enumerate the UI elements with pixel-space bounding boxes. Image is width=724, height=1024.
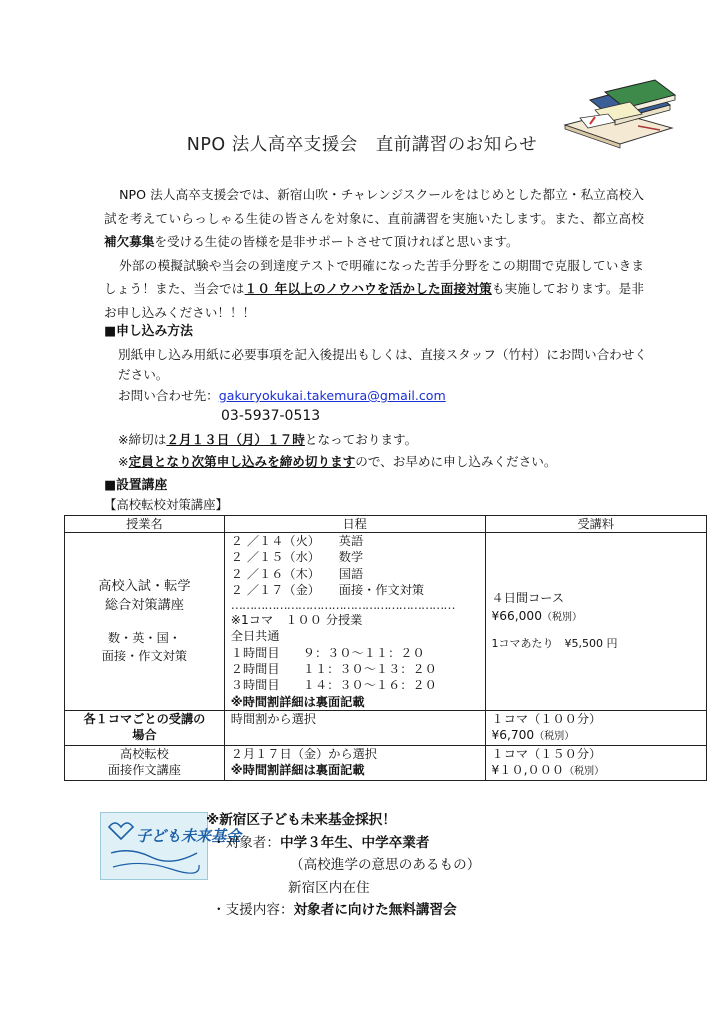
common-label: 全日共通 [230,629,280,644]
table-row [65,745,707,780]
date-item: ２ ／１６（木） 国語 [230,566,364,581]
fee-cell: １コマ（１５０分） ¥１０,０００（税別） [485,745,706,780]
courses-subheading: 【高校転校対策講座】 [104,497,228,512]
date-item: ２ ／１４（火） 英語 [230,534,364,548]
capacity-note: ※定員となり次第申し込みを締め切りますので、お早めに申し込みください。 [118,454,557,469]
column-header-course: 授業名 [65,516,225,533]
table-row [65,710,707,745]
courses-heading: ■設置講座 [104,478,168,493]
fee-cell [485,533,706,711]
apply-heading: ■申し込み方法 [104,324,193,339]
future-fund-logo-icon [101,813,242,879]
apply-instructions: 別紙申し込み用紙に必要事項を記入後提出もしくは、直接スタッフ（竹村）にお問い合わせください。 [118,347,647,382]
intro-paragraph-2: 外部の模擬試験や当会の到達度テストで明確になった苦手分野をこの期間で克服していきましょう！また、当会では１０ 年以上のノウハウを活かした面接対策も実施しております。是非お申し込みください！！！ [104,257,645,320]
column-header-schedule: 日程 [224,516,485,533]
dotted-separator: …………………………………………………… [230,598,455,613]
period-item: ２時間目 １１：３０～１３：２０ [230,662,437,677]
contact-line [118,386,446,406]
course-name-cell: 高校入試・転学 総合対策講座 数・英・国・ 面接・作文対策 [65,533,225,711]
fund-target-area: 新宿区内在住 [288,879,370,896]
period-item: ３時間目 １４：３０～１６：２０ [230,678,437,693]
unit-note: ※1コマ １００ 分授業 [230,613,363,628]
intro-paragraph-1: NPO 法人高卒支援会では、新宿山吹・チャレンジスクールをはじめとした都立・私立高校入試を考えていらっしゃる生徒の皆さんを対象に、直前講習を実施いたします。また、都立高校補欠募集を受ける生徒の皆様を是非サポートさせて頂ければと思います。 [104,187,644,249]
fee-course-name: ４日間コース [491,591,565,606]
logo-lettering: 子ども未来基金 [136,827,242,845]
fund-target-note: （高校進学の意思のあるもの） [290,857,481,873]
contact-phone: 03-5937-0513 [221,408,321,424]
course-name-cell: 高校転校 面接作文講座 [65,745,225,780]
intro-section [104,183,644,324]
course-name-cell: 各１コマごとの受講の 場合 [65,710,225,745]
contact-email-link[interactable]: gakuryokukai.takemura@gmail.com [218,388,446,403]
fund-content: ・支援内容：対象者に向けた無料講習会 [212,902,457,918]
date-item: ２ ／１７（金） 面接・作文対策 [230,582,425,597]
future-fund-logo [100,812,242,880]
date-item: ２ ／１５（水） 数学 [230,550,364,565]
fund-notice [206,809,480,922]
table-header-row [65,516,707,533]
table-row [65,533,707,711]
column-header-fee: 受講料 [485,516,706,533]
contact-label: お問い合わせ先： [118,388,219,403]
schedule-cell: 時間割から選択 [224,710,485,745]
page-title: NPO 法人高卒支援会 直前講習のお知らせ [186,135,538,155]
course-table [64,515,707,781]
schedule-cell [224,533,485,711]
deadline-note: ※締切は２月１３日（月）１７時となっております。 [118,432,418,447]
fund-headline: ※新宿区子ども未来基金採択！ [206,812,396,828]
fee-price: ¥66,000（税別） [491,609,582,624]
fee-cell: １コマ（１００分） ¥6,700（税別） [485,710,706,745]
fund-target: ・対象者：中学３年生、中学卒業者 [212,834,430,851]
fee-per-unit: 1コマあたり ¥5,500 円 [491,637,618,651]
period-item: １時間目 ９：３０～１１：２０ [230,645,425,660]
schedule-cell: ２月１７日（金）から選択 ※時間割詳細は裏面記載 [224,745,485,780]
period-detail-note: ※時間割詳細は裏面記載 [230,694,365,709]
